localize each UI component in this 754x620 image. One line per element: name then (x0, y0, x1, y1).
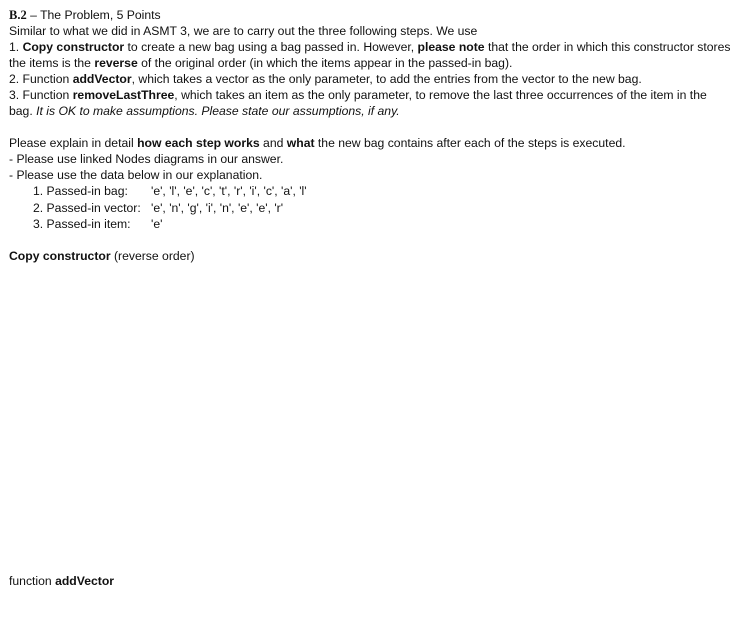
step3-number: 3. Function (9, 88, 73, 102)
add-vector-pre: function (9, 574, 56, 588)
problem-title: The Problem, 5 Points (40, 8, 161, 22)
instructions-how: how each step works (137, 136, 260, 150)
data-row-bag (33, 183, 307, 199)
step3-removelastthree: removeLastThree (72, 88, 175, 102)
data-label-vector: 2. Passed-in vector: (33, 201, 141, 215)
step2-addvector: addVector (72, 72, 132, 86)
add-vector-label: addVector (55, 574, 115, 588)
step1-text1: to create a new bag using a bag passed in. However, (124, 40, 418, 54)
data-label-bag: 1. Passed-in bag: (33, 184, 128, 198)
bullet-linked-nodes: - Please use linked Nodes diagrams in our answer. (9, 152, 284, 166)
step3-line (9, 87, 707, 103)
step1-continuation (9, 55, 512, 71)
data-row-item (33, 216, 162, 232)
step1-number: 1. (9, 40, 23, 54)
add-vector-heading (9, 573, 114, 589)
intro-line: Similar to what we did in ASMT 3, we are to carry out the three following steps. We use (9, 24, 478, 38)
data-label-item: 3. Passed-in item: (33, 217, 131, 231)
copy-constructor-label: Copy constructor (9, 249, 111, 263)
step1-reverse: reverse (94, 56, 138, 70)
heading-dash: – (26, 8, 41, 22)
instructions-mid: and (259, 136, 287, 150)
step1-copy-constructor: Copy constructor (22, 40, 125, 54)
step1-text2: that the order in which this constructor stores (484, 40, 731, 54)
step2-number: 2. Function (9, 72, 73, 86)
data-value-vector: 'e', 'n', 'g', 'i', 'n', 'e', 'e', 'r' (151, 201, 284, 215)
step1-cont-post: of the original order (in which the items appear in the passed-in bag). (137, 56, 513, 70)
data-row-vector (33, 200, 283, 216)
problem-heading (9, 7, 161, 23)
data-value-item: 'e' (151, 217, 163, 231)
copy-constructor-heading (9, 248, 195, 264)
step1-please-note: please note (417, 40, 485, 54)
bullet-use-data: - Please use the data below in our explanation. (9, 168, 263, 182)
copy-constructor-note: (reverse order) (110, 249, 195, 263)
step3-cont-pre: bag. (9, 104, 37, 118)
step1-cont-pre: the items is the (9, 56, 95, 70)
step3-continuation (9, 103, 400, 119)
step2-text: , which takes a vector as the only parameter, to add the entries from the vector to the new bag. (131, 72, 642, 86)
instructions-what: what (286, 136, 315, 150)
instructions-pre: Please explain in detail (9, 136, 138, 150)
step2-line (9, 71, 642, 87)
assumptions-note: It is OK to make assumptions. Please state our assumptions, if any. (36, 104, 400, 118)
step1-line (9, 39, 730, 55)
problem-label: B.2 (9, 8, 27, 22)
data-value-bag: 'e', 'l', 'e', 'c', 't', 'r', 'i', 'c', 'a', 'l' (151, 184, 307, 198)
instructions-line (9, 135, 626, 151)
instructions-post: the new bag contains after each of the steps is executed. (314, 136, 626, 150)
step3-text: , which takes an item as the only parameter, to remove the last three occurrences of the item in the (174, 88, 707, 102)
